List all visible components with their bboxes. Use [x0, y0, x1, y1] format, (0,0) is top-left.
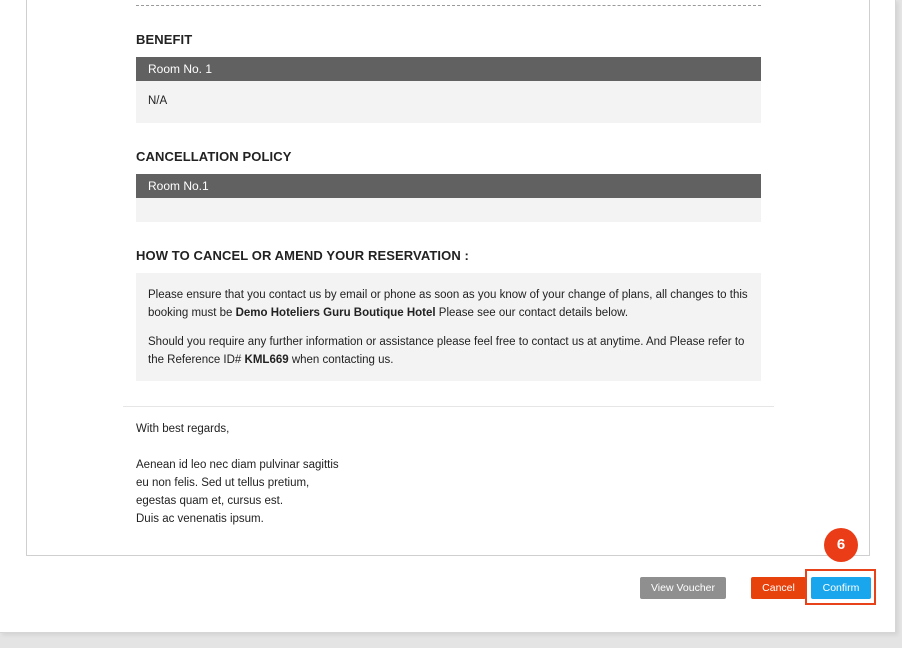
cancel-button[interactable]: Cancel — [751, 577, 806, 599]
reference-id: KML669 — [244, 354, 289, 366]
how-to-cancel-box — [136, 273, 761, 381]
signature-line: Duis ac venenatis ipsum. — [136, 513, 264, 525]
confirm-highlight-box — [805, 569, 876, 605]
benefit-heading: BENEFIT — [136, 32, 193, 47]
signature-regards: With best regards, — [136, 423, 230, 435]
hotel-name: Demo Hoteliers Guru Boutique Hotel — [235, 307, 436, 319]
contact-text-end: Please see our contact details below. — [435, 307, 629, 319]
contact-instructions — [148, 286, 749, 322]
signature-line: eu non felis. Sed ut tellus pretium, — [136, 477, 310, 489]
reference-instructions — [148, 333, 749, 369]
dotted-divider — [136, 5, 761, 6]
benefit-box — [136, 81, 761, 123]
cancellation-room-bar: Room No.1 — [136, 174, 761, 198]
confirm-button[interactable]: Confirm — [811, 577, 871, 599]
view-voucher-button[interactable]: View Voucher — [640, 577, 726, 599]
benefit-room-bar: Room No. 1 — [136, 57, 761, 81]
signature-line: egestas quam et, cursus est. — [136, 495, 284, 507]
how-to-cancel-heading: HOW TO CANCEL OR AMEND YOUR RESERVATION : — [136, 248, 469, 263]
reference-text: Should you require any further information or assistance please feel free to contact us at anytime. And Please refer to the Reference ID# — [148, 336, 745, 366]
cancellation-policy-box — [136, 198, 761, 222]
step-number-badge: 6 — [824, 528, 858, 562]
cancellation-policy-heading: CANCELLATION POLICY — [136, 149, 292, 164]
contact-text: Please ensure that you contact us by email or phone as soon as you know of your change of plans, all changes to this booking must be — [148, 289, 748, 319]
benefit-value: N/A — [148, 95, 168, 107]
section-divider — [123, 406, 774, 407]
reference-text-end: when contacting us. — [288, 354, 394, 366]
signature-line: Aenean id leo nec diam pulvinar sagittis — [136, 459, 339, 471]
